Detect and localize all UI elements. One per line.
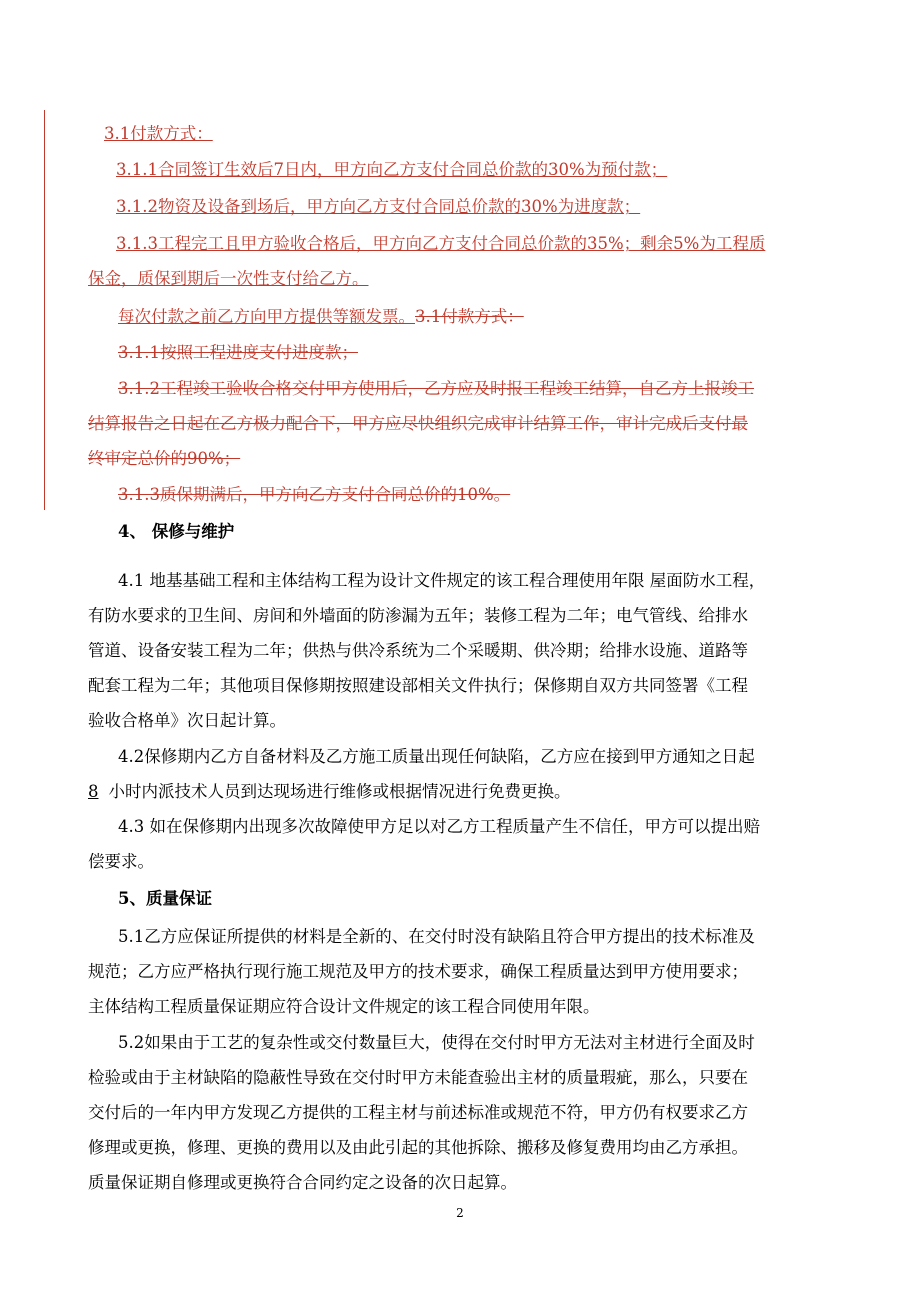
- hours-value: 8: [88, 782, 99, 801]
- del-3-1-3: [118, 476, 838, 513]
- inserted-text: 3.1.1合同签订生效后7日内，甲方向乙方支付合同总价款的30%为预付款；: [116, 160, 668, 179]
- p-5-2-line1: 5.2如果由于工艺的复杂性或交付数量巨大，使得在交付时甲方无法对主材进行全面及时: [118, 1033, 755, 1052]
- del-3-1-2-line3: [88, 440, 808, 477]
- inserted-text: 3.1.3工程完工且甲方验收合格后，甲方向乙方支付合同总价款的35%；剩余5%为工程质: [116, 234, 766, 253]
- p-4-2-rest: 小时内派技术人员到达现场进行维修或根据情况进行免费更换。: [108, 782, 571, 801]
- del-3-1-2-line1: [118, 370, 838, 407]
- p-5-2-line3: 交付后的一年内甲方发现乙方提供的工程主材与前述标准或规范不符，甲方仍有权要求乙方: [88, 1103, 748, 1122]
- del-3-1-1: [118, 334, 838, 371]
- p-5-2-line4: 修理或更换，修理、更换的费用以及由此引起的其他拆除、搬移及修复费用均由乙方承担。: [88, 1138, 748, 1157]
- inserted-text: 3.1付款方式：: [104, 124, 213, 143]
- p-4-1-line4: 配套工程为二年；其他项目保修期按照建设部相关文件执行；保修期自双方共同签署《工程: [88, 676, 748, 695]
- ins-3-1-3-line1: [88, 225, 808, 262]
- p-4-1-line5: 验收合格单》次日起计算。: [88, 711, 286, 730]
- p-4-1-line1: 4.1 地基基础工程和主体结构工程为设计文件规定的该工程合理使用年限 屋面防水工程，: [118, 571, 766, 590]
- p-5-2-line5: 质量保证期自修理或更换符合合同约定之设备的次日起算。: [88, 1173, 517, 1192]
- deleted-text: 结算报告之日起在乙方极力配合下，甲方应尽快组织完成审计结算工作，审计完成后支付最: [88, 414, 748, 433]
- ins-3-1-title: [104, 115, 824, 152]
- ins-3-1-2: [88, 188, 808, 225]
- ins-3-1-3-line2: [88, 260, 808, 297]
- p-4-1-line2: 有防水要求的卫生间、房间和外墙面的防渗漏为五年；装修工程为二年；电气管线、给排水: [88, 606, 748, 625]
- p-4-3-line2: 偿要求。: [88, 852, 154, 871]
- p-5-1-line2: 规范；乙方应严格执行现行施工规范及甲方的技术要求，确保工程质量达到甲方使用要求；: [88, 962, 748, 981]
- p-5-1-line1: 5.1乙方应保证所提供的材料是全新的、在交付时没有缺陷且符合甲方提出的技术标准及: [118, 927, 755, 946]
- inserted-text: 3.1.2物资及设备到场后，甲方向乙方支付合同总价款的30%为进度款；: [116, 197, 641, 216]
- inserted-text: 每次付款之前乙方向甲方提供等额发票。: [118, 307, 415, 326]
- p-4-3-line1: 4.3 如在保修期内出现多次故障使甲方足以对乙方工程质量产生不信任，甲方可以提出赔: [118, 817, 760, 836]
- section-4-heading: 4、 保修与维护: [118, 522, 235, 541]
- deleted-text: 3.1.1按照工程进度支付进度款；: [118, 343, 358, 362]
- p-4-2-line1: 4.2保修期内乙方自备材料及乙方施工质量出现任何缺陷，乙方应在接到甲方通知之日起: [118, 747, 755, 766]
- p-4-2-line2: [88, 773, 808, 810]
- ins-invoice-and-del-title: [118, 298, 838, 335]
- p-5-2-line2: 检验或由于主材缺陷的隐蔽性导致在交付时甲方未能查验出主材的质量瑕疵，那么，只要在: [88, 1068, 748, 1087]
- deleted-text: 终审定总价的90%；: [88, 449, 241, 468]
- p-5-1-line3: 主体结构工程质量保证期应符合设计文件规定的该工程合同使用年限。: [88, 997, 600, 1016]
- section-5-heading: 5、质量保证: [118, 889, 212, 908]
- deleted-text: 3.1.2工程竣工验收合格交付甲方使用后，乙方应及时报工程竣工结算，自乙方上报竣工: [118, 379, 754, 398]
- inserted-text: 保金，质保到期后一次性支付给乙方。: [88, 269, 369, 288]
- p-4-1-line3: 管道、设备安装工程为二年；供热与供冷系统为二个采暖期、供冷期；给排水设施、道路等: [88, 641, 748, 660]
- deleted-text: 3.1付款方式：: [415, 307, 524, 326]
- ins-3-1-1: [88, 151, 808, 188]
- del-3-1-2-line2: [88, 405, 808, 442]
- change-bar: [44, 110, 45, 510]
- page-number: 2: [456, 1206, 464, 1220]
- deleted-text: 3.1.3质保期满后，甲方向乙方支付合同总价的10%。: [118, 485, 511, 504]
